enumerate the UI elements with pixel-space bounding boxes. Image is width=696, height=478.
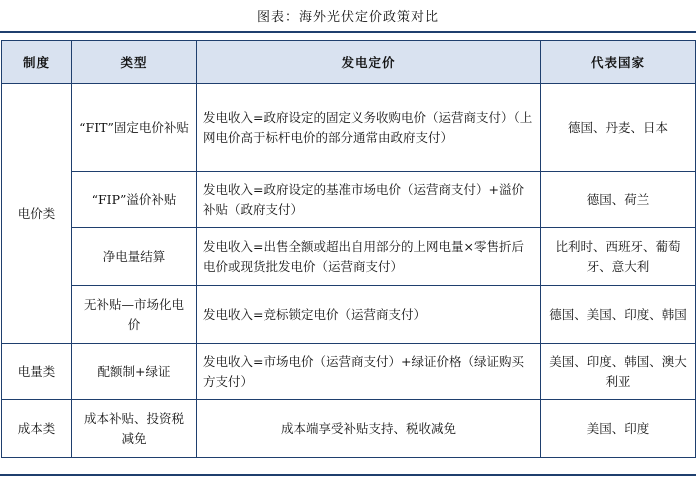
table-row xyxy=(2,228,696,286)
table-header-row xyxy=(2,41,696,84)
row-type: 无补贴—市场化电价 xyxy=(72,286,197,344)
row-type: 配额制+绿证 xyxy=(72,344,197,400)
group-quantity: 电量类 xyxy=(2,344,72,400)
group-price: 电价类 xyxy=(2,84,72,344)
table-row xyxy=(2,400,696,458)
header-system: 制度 xyxy=(2,41,72,84)
row-countries: 德国、美国、印度、韩国 xyxy=(541,286,696,344)
row-countries: 德国、荷兰 xyxy=(541,172,696,228)
table-row xyxy=(2,84,696,172)
row-pricing: 发电收入=政府设定的基准市场电价（运营商支付）+溢价补贴（政府支付） xyxy=(197,172,541,228)
row-countries: 德国、丹麦、日本 xyxy=(541,84,696,172)
group-cost: 成本类 xyxy=(2,400,72,458)
row-type: “FIP”溢价补贴 xyxy=(72,172,197,228)
row-pricing: 发电收入=竞标锁定电价（运营商支付） xyxy=(197,286,541,344)
row-pricing: 发电收入=市场电价（运营商支付）+绿证价格（绿证购买方支付） xyxy=(197,344,541,400)
header-countries: 代表国家 xyxy=(541,41,696,84)
bottom-divider xyxy=(0,474,696,476)
row-pricing: 发电收入=出售全额或超出自用部分的上网电量×零售折后电价或现货批发电价（运营商支付） xyxy=(197,228,541,286)
policy-comparison-table xyxy=(1,40,696,458)
header-type: 类型 xyxy=(72,41,197,84)
row-pricing: 成本端享受补贴支持、税收减免 xyxy=(197,400,541,458)
row-pricing: 发电收入=政府设定的固定义务收购电价（运营商支付）（上网电价高于标杆电价的部分通常由政府支付） xyxy=(197,84,541,172)
row-countries: 美国、印度 xyxy=(541,400,696,458)
table-row xyxy=(2,172,696,228)
row-countries: 美国、印度、韩国、澳大利亚 xyxy=(541,344,696,400)
table-row xyxy=(2,286,696,344)
row-type: 净电量结算 xyxy=(72,228,197,286)
figure-title: 图表：海外光伏定价政策对比 xyxy=(256,10,439,25)
row-type: 成本补贴、投资税减免 xyxy=(72,400,197,458)
row-countries: 比利时、西班牙、葡萄牙、意大利 xyxy=(541,228,696,286)
header-pricing: 发电定价 xyxy=(197,41,541,84)
table-row xyxy=(2,344,696,400)
top-divider xyxy=(0,31,696,33)
row-type: “FIT”固定电价补贴 xyxy=(72,84,197,172)
